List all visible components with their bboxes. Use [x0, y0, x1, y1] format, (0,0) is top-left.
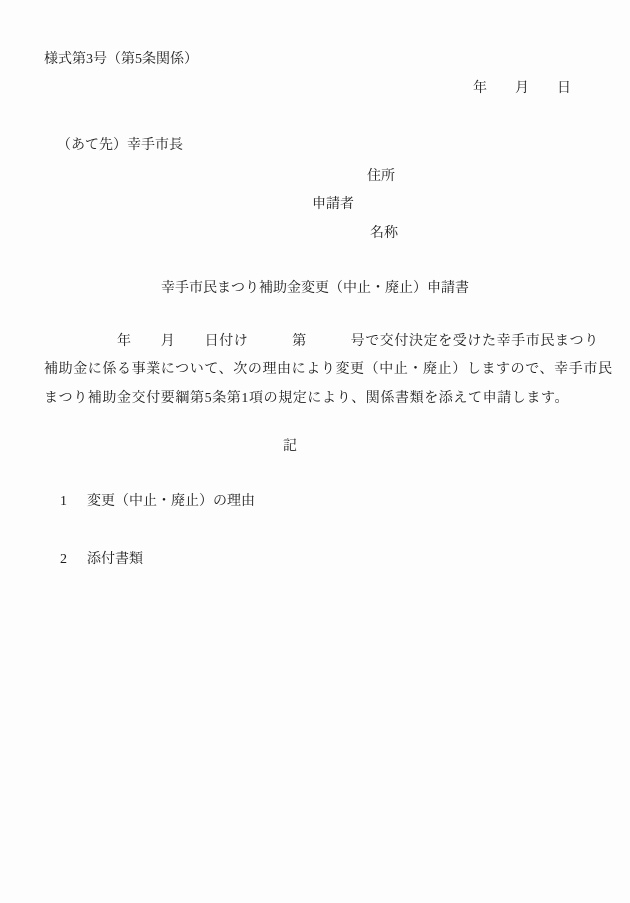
form-number: 様式第3号（第5条関係） — [44, 52, 198, 67]
document-title: 幸手市民まつり補助金変更（中止・廃止）申請書 — [161, 281, 469, 296]
record-marker: 記 — [283, 439, 297, 454]
body-line-2: 補助金に係る事業について、次の理由により変更（中止・廃止）しますので、幸手市民 — [44, 362, 613, 377]
body-line-1: 年 月 日付け 第 号で交付決定を受けた幸手市民まつり — [44, 334, 599, 349]
item-1-label: 変更（中止・廃止）の理由 — [87, 494, 255, 509]
item-2-label: 添付書類 — [87, 552, 143, 567]
item-1 — [46, 481, 255, 523]
body-line-3: まつり補助金交付要綱第5条第1項の規定により、関係書類を添えて申請します。 — [44, 391, 570, 406]
item-1-number: 1 — [60, 494, 67, 509]
addressee-line: （あて先）幸手市長 — [57, 138, 183, 153]
applicant-label: 申請者 — [312, 197, 354, 212]
date-line-blank: 年 月 日 — [473, 81, 571, 96]
applicant-address-label: 住所 — [367, 169, 395, 184]
item-2-number: 2 — [60, 552, 67, 567]
applicant-name-label: 名称 — [370, 226, 398, 241]
item-2 — [46, 539, 143, 581]
